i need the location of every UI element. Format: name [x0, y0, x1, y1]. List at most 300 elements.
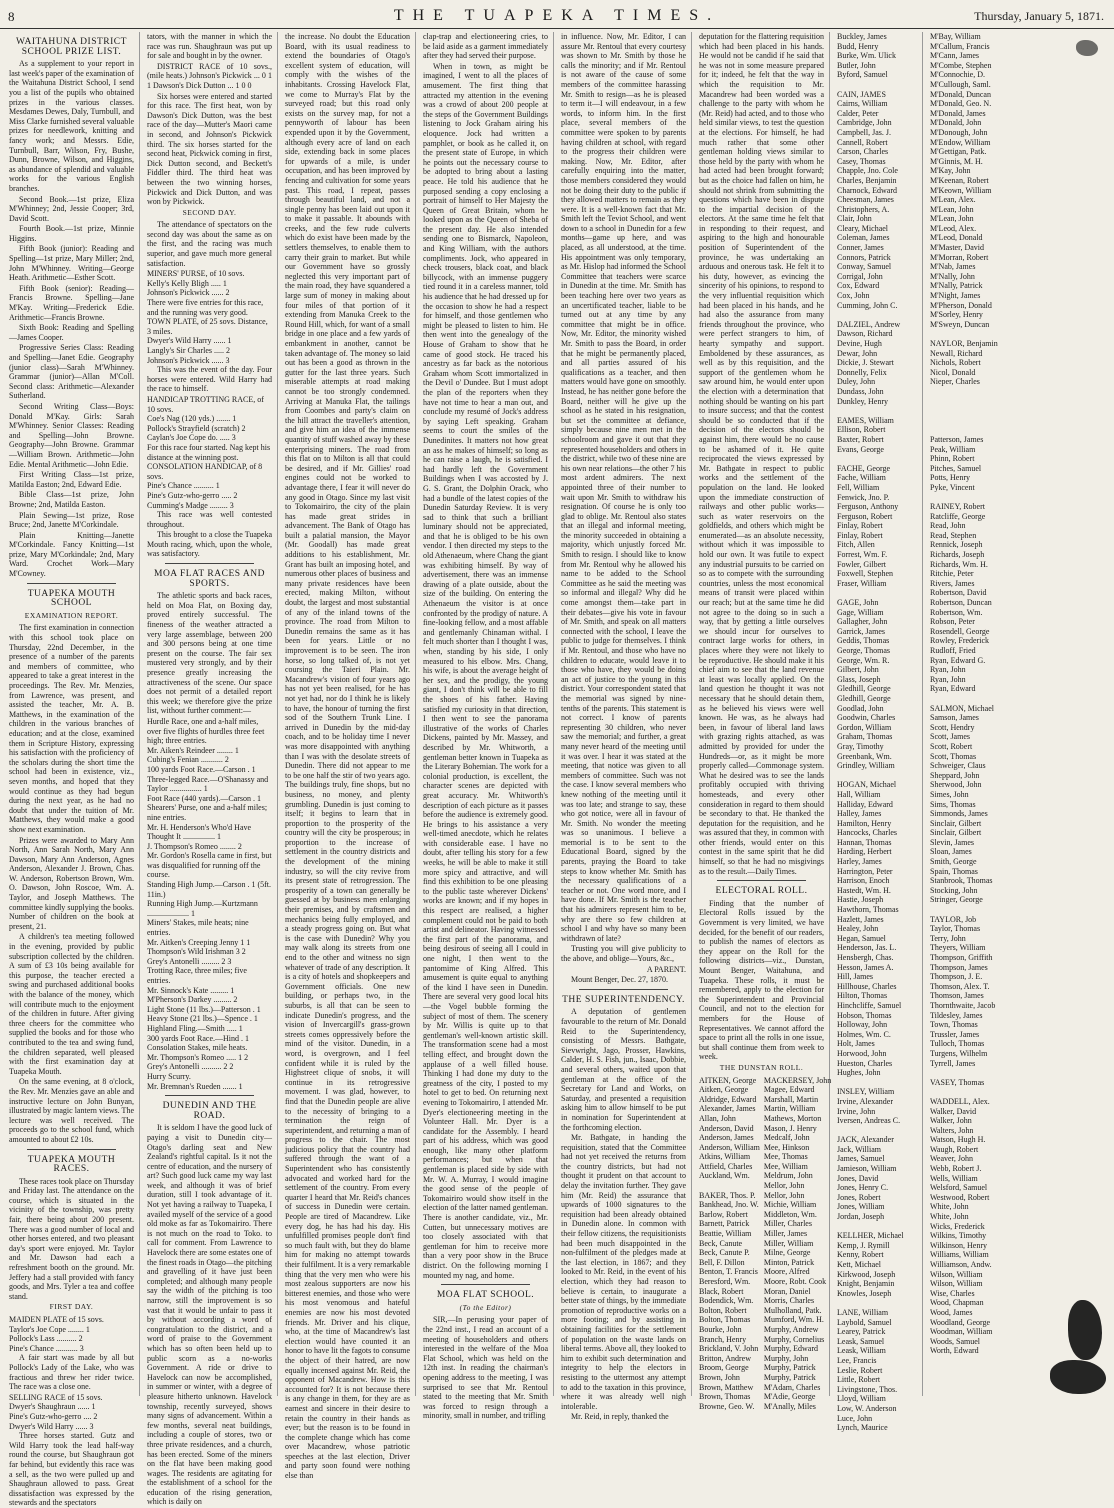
electoral-roll-entry: Charnock, Edward [837, 185, 897, 195]
race-result-line: Three-legged Race.—O'Shanassy and Taylor ................ 1 [147, 774, 269, 794]
electoral-roll-entry: Walters, John [930, 1125, 974, 1135]
electoral-roll-entry: Knight, Benjamin [837, 1279, 895, 1289]
electoral-roll-entry: Slevin, James [930, 837, 974, 847]
article-paragraph: Mr. Reid, in reply, thanked the [571, 1412, 669, 1422]
electoral-roll-entry: Gilbert, John [837, 665, 879, 675]
electoral-roll-entry: Fitch, Allen [837, 540, 875, 550]
electoral-roll-entry: Black, Robert [699, 1286, 744, 1296]
electoral-roll-entry: Bourke, John [699, 1324, 742, 1334]
article-subheading: THE DUNSTAN ROLL. [719, 1062, 804, 1072]
race-result-line: Coe's Nag (120 yds.) ....... 1 [147, 414, 237, 424]
race-result-line: Mr. H. Henderson's Who'd Have Thought It ................ 1 [147, 822, 252, 842]
electoral-roll-entry: Jack, William [837, 1144, 881, 1154]
electoral-roll-entry [930, 905, 1014, 915]
electoral-roll-entry: M'Morran, Robert [930, 252, 989, 262]
electoral-roll-entry: Barnett, Patrick [699, 1219, 750, 1229]
race-result-line: Grey's Antonelli ......... 2 3 [147, 956, 232, 966]
electoral-roll-entry: Alexander, James [699, 1104, 756, 1114]
page-columns [6, 32, 1108, 1508]
electoral-roll-entry: Miller, Charles [763, 1219, 812, 1229]
electoral-roll-entry: Simes, John [930, 789, 969, 799]
electoral-roll-entry: Webb, Robert J. [930, 1164, 982, 1174]
electoral-roll-entry: Corrigal, John [837, 271, 883, 281]
electoral-roll-entry: Foxwell, Stephen [837, 569, 893, 579]
electoral-roll-entry: Benton, T. Francis [699, 1267, 758, 1277]
electoral-roll-entry [837, 1222, 917, 1232]
electoral-roll-entry: Hilton, Thomas [837, 991, 888, 1001]
electoral-roll-entry: Hawthorn, Thomas [837, 905, 899, 915]
electoral-roll-entry: Laybold, Samuel [837, 1317, 892, 1327]
electoral-roll-entry: Moran, Daniel [763, 1286, 811, 1296]
electoral-roll-entry: Cleary, Michael [837, 223, 889, 233]
race-result-line: MINERS' PURSE, of 10 sovs. [147, 269, 245, 279]
electoral-roll-entry: Glass, Joseph [837, 674, 881, 684]
race-result-line: Running High Jump.—Kurtzmann ..................... 1 [147, 899, 258, 918]
article-heading: THE SUPERINTENDENCY. [562, 994, 685, 1005]
electoral-roll-entry [930, 1087, 1014, 1097]
electoral-roll-entry: Stringer, George [930, 895, 983, 905]
article-paragraph: Fourth Book.—1st prize, Minnie Higgins. [9, 224, 134, 243]
electoral-roll-entry: Cheesman, James [837, 195, 894, 205]
electoral-roll-entry: Welsford, Samuel [930, 1183, 988, 1193]
electoral-roll-entry: Mee, Hinkson [763, 1142, 810, 1152]
electoral-roll-entry: Fenwick, Jno. P. [837, 492, 890, 502]
electoral-roll-entry: Mee, William [763, 1161, 808, 1171]
electoral-roll-entry: Kett, Michael [837, 1260, 881, 1269]
electoral-roll-entry: Westwood, Robert [930, 1192, 990, 1202]
electoral-roll-entry: Williamson, Andw. [930, 1260, 992, 1269]
electoral-roll-entry: Wood, Chapman [930, 1298, 984, 1308]
race-result-line: Pine's Chance ........... 3 [9, 1343, 84, 1353]
electoral-roll-entry: Hesson, James A. [837, 962, 894, 972]
ink-stain [1050, 1360, 1106, 1394]
electoral-roll-entry: SALMON, Michael [930, 703, 994, 713]
electoral-roll-entry: Sinclair, Gilbert [930, 818, 982, 828]
electoral-roll-entry: Nichols, Robert [930, 358, 981, 368]
race-result-line: Taylor's Joe Cope ........ 1 [9, 1324, 90, 1334]
electoral-roll-entry: Forrest, Wm. F. [837, 550, 888, 560]
electoral-roll-entry: Lynch, Maurice [837, 1423, 888, 1433]
electoral-roll-entry: Dunkley, Henry [837, 396, 889, 406]
electoral-roll-entry: Woods, Samuel [930, 1336, 981, 1346]
electoral-roll-entry: Mellor, John [763, 1190, 805, 1200]
electoral-roll-entry: Dundass, John [837, 386, 884, 396]
electoral-roll-entry: Finlay, Robert [837, 521, 883, 531]
electoral-roll-entry [837, 80, 917, 90]
electoral-roll-entry: Sherwood, John [930, 780, 982, 790]
electoral-roll-entry: Anderson, William [699, 1142, 760, 1152]
electoral-roll-entry: Robertson, Duncan [930, 598, 992, 608]
race-result-line: Standing High Jump.—Carson . 1 (5ft. 11in.) [147, 880, 271, 899]
race-result-line: Thompson's Wild Irishman 3 2 [147, 947, 246, 957]
electoral-roll-entry: Town, Thomas [930, 1020, 978, 1030]
electoral-roll-entry: FACHE, George [837, 463, 891, 473]
electoral-roll-entry: Harrington, Peter [837, 866, 893, 876]
newspaper-title: THE TUAPEKA TIMES. [393, 7, 721, 24]
electoral-roll-entry: Stocking, John [930, 885, 978, 895]
electoral-roll-entry: Irvine, John [837, 1106, 876, 1116]
electoral-roll-entry: Low, W. Anderson [837, 1403, 897, 1413]
electoral-roll-entry: M'Night, James [930, 291, 981, 301]
race-result-line: TOWN PLATE, of 25 sovs. Distance, 3 miles. [147, 317, 268, 336]
electoral-roll-entry: Harrison, Enoch [837, 876, 890, 886]
electoral-roll-entry: Irvine, Alexander [837, 1096, 893, 1106]
electoral-roll-entry: INSLEY, William [837, 1087, 895, 1097]
electoral-roll-entry: M'Master, David [930, 243, 984, 253]
electoral-roll-entry: Attfield, Charles [699, 1161, 753, 1171]
article-paragraph: Second Book.—1st prize, Eliza M'Whinney; 2nd, Jessie Cooper; 3rd, David Scott. [9, 194, 134, 223]
article-paragraph: deputation for the flattering requisition which had been placed in his hands. He would not be candid if he said that he was not in some measure prepared for it; indeed, he felt that the way in which the requisition to Mr. Macandrew had been worded was a challenge to the party with whom he (Mr. Reid) had acted, and to those who held similar views, to test the question at the elections. For himself, he had much rather that some other gentleman holding views similar to those held by the party with whom he had acted had been brought forward; but as the choice had fallen on him, he should not shrink from submitting the questions which have been in dispute to the impartial decision of the electors. At the same time he felt that in responding to their request, and aspiring to the high and honourable position of Superintendent of the province, he was undertaking an arduous and onerous task. He felt it to his duty, however, as evincing the sincerity of his opinions, to respond to the very influential requisition which had been placed in his hands, and he had also the assurance from many friends throughout the province, who were perfect strangers to him, of hearty sympathy and support. Emboldened by these assurances, as well as by this requisition, and the support of the gentlemen whom he saw around him, he would enter upon the election with a determination that nothing should be wanting on his part to insure success; and that the contest should be so conducted that if the decision of the electors should be against him, there would be no cause to be ashamed of it. He quite reciprocated the views expressed by Mr. Bathgate in respect to public works and the settlement of the population on the land. He looked upon the immediate construction of railways and other public works—such as water reservoirs on the goldfields, and others which might be enumerated—as an absolute necessity, without which it was impossible to hold our own. It was futile to expect any industrial pursuits to be carried on so as to compete with the surrounding countries, unless the most economical means of transit were placed within our reach; but at the same time he did not agree to the doing so in such a way, that by getting a little ourselves we should incur for ourselves to contract large works for others, in places where they were not likely to be reproductive. He should make it his chief aim to see that the land revenue at least was locally applied. On the land question he thought it was not necessary that he should detain them, as he believed his views were well known. He was, as he always had been, in favour of liberal land laws with grazing rights attached, as was admitted by provided for under the Hundreds—or, as it might be more properly called—Commonage system. What he desired was to see the lands profitably occupied with thriving homesteads, and every other consideration in regard to them should be secondary to that. He thanked the deputation for the requisition, and he was assured that they, in common with other friends, would enter on this contest in the same spirit that he did himself, so that he had no misgivings as to the result.—Daily Times. [699, 32, 824, 876]
electoral-roll-entry: Robson, Peter [930, 617, 975, 627]
article-subheading: EXAMINATION REPORT. [24, 610, 119, 620]
electoral-roll-entry: Magee, Edward [763, 1085, 815, 1095]
electoral-roll-entry: Kenny, Robert [837, 1250, 884, 1260]
article-paragraph: clap-trap and electioneering cries, to be laid aside as a garment immediately after they had served their purpose. [423, 32, 548, 61]
race-result-line: Mr. Bremnan's Rueden ....... 1 [147, 1081, 243, 1091]
electoral-roll-entry: Hastie, Joseph [837, 895, 884, 905]
electoral-roll-entry: M'Sorley, Henry [930, 310, 983, 320]
electoral-roll-entry: RAINEY, Robert [930, 502, 985, 512]
electoral-roll-entry: Leask, Samuel [837, 1336, 885, 1346]
divider [165, 1095, 254, 1096]
electoral-roll-entry: M'Callum, Francis [930, 41, 990, 51]
article-paragraph: Fifth Book (junior): Reading and Spelling—1st prize, Mary Miller; 2nd, John M'Whinney. Writing—George Heath. Arithmetic—Esther Scott. [9, 244, 134, 283]
electoral-roll-entry: Hannan, Thomas [837, 837, 892, 847]
electoral-roll-entry: M'Leod, Alex. [930, 223, 977, 233]
electoral-roll-entry: M'Leod, Donald [930, 233, 983, 243]
electoral-roll-entry: M'Donald, Geo. N. [930, 99, 992, 109]
electoral-roll-entry: Conner, James [837, 243, 884, 253]
column-7 [834, 32, 923, 1433]
electoral-roll-entry: Thompson, J. E. [930, 972, 983, 982]
electoral-roll-names-left [699, 1076, 760, 1412]
electoral-roll-entry: Ryan, John [930, 665, 966, 675]
electoral-roll-entry: Spain, Thomas [930, 866, 978, 876]
electoral-roll-entry: M'Keown, William [930, 185, 992, 195]
race-result-line: Mr. Aitken's Creeping Jenny 1 1 [147, 937, 251, 947]
article-paragraph: SIR,—In perusing your paper of the 22nd inst., I read an account of a meeting of householders and others interested in the welfare of the Moa Flat School, which was held on the 12th inst. In reading the chairman's opening address to the meeting, I was surprised to see that Mr. Rentoul stated to the meeting that Mr. Smith was forced to resign through a minority, small in number, and trifling [423, 1315, 548, 1421]
electoral-roll-entry: Wicks, Frederick [930, 1221, 985, 1231]
electoral-roll-entry: Potts, Henry [930, 473, 970, 483]
electoral-roll-entry: Woodman, William [930, 1327, 993, 1337]
electoral-roll-entry: Rivers, James [930, 578, 975, 588]
electoral-roll-entry: Murphy, Patrick [763, 1372, 816, 1382]
electoral-roll-entry: M'Anally, Miles [763, 1401, 816, 1411]
electoral-roll-entry: White, John [930, 1202, 969, 1212]
electoral-roll-entry: M'Donald, James [930, 108, 986, 118]
electoral-roll-entry: Murphy, Andrew [763, 1324, 819, 1334]
electoral-roll-entry: Branch, Henry [699, 1334, 747, 1344]
electoral-roll-entry: Patterson, James [930, 434, 984, 444]
article-paragraph: Finding that the number of Electoral Rolls issued by the Government is very limited, we have decided, for the benefit of our readers, to publish the names of electors as they appear on the Roll for the following districts—viz., Dunstan, Mount Benger, Waitahuna, and Tuapeka. These rolls, it must be remembered, apply to the election for the Superintendent and Provincial Council, and not to the election for members for the House of Representatives. We cannot afford the space to print all the rolls in one issue, but shall continue them from week to week. [699, 898, 824, 1062]
electoral-roll-entry: Newall, Richard [930, 348, 983, 358]
electoral-roll-entry: Cairns, William [837, 99, 888, 109]
electoral-roll-entry: Burke, Wm. Ulick [837, 51, 896, 61]
article-paragraph: A children's tea meeting followed in the evening, provided by public subscription collected by the children. A sum of £3 10s being available for this purpose, the teacher erected a swing and purchased additional books with the balance of the money, which will contribute much to the enjoyment of the children in future. After giving three cheers for the committee who supplied the books and for those who contributed to the tea and swing fund, the children separated, well pleased with the first examination day at Tuapeka Mouth. [9, 932, 134, 1076]
electoral-roll-entry [837, 1126, 917, 1136]
article-paragraph: Trusting you will give publicity to the above, and oblige—Yours, &c., [561, 944, 686, 963]
electoral-roll-entry: Walker, David [930, 1106, 977, 1116]
electoral-roll-entry [699, 1181, 760, 1191]
electoral-roll-entry: Hillhouse, Charles [837, 981, 897, 991]
race-result-line: Caylan's Joe Cope do. ..... 3 [147, 433, 236, 443]
article-paragraph: Fifth Book (senior): Reading—Francis Browne. Spelling—Jane M'Kay. Writing—Frederick Edie. Arithmetic—Francis Browne. [9, 283, 134, 322]
article-paragraph: This race was well contested throughout. [147, 510, 272, 529]
electoral-roll-entry: Broom, George [699, 1363, 749, 1373]
article-paragraph: Plain Knitting—Janette M'Corkindale. Fancy Knitting—1st prize, Mary M'Corkindale; 2nd, Mary Ward. Crochet Work—Mary M'Cowney. [9, 530, 134, 579]
electoral-roll-entry: Bodendick, Wm. [699, 1296, 754, 1306]
electoral-roll-entry [837, 310, 917, 320]
electoral-roll-entry: Cambridge, John [837, 118, 892, 128]
race-result-list [147, 395, 272, 510]
electoral-roll-entry: Lee, Francis [837, 1355, 877, 1365]
electoral-roll-entry: DALZIEL, Andrew [837, 319, 901, 329]
electoral-roll-entry: Thompson, James [930, 962, 988, 972]
article-heading: ELECTORAL ROLL. [715, 886, 808, 897]
article-paragraph: A deputation of gentlemen favourable to the return of Mr. Donald Reid to the Superintendency, consisting of Messrs. Bathgate, Sievwright, Jago, Prosser, Hawkins, Calder, H. S. Fish, jun., Isaac, Dobbie, and several others, waited upon that gentleman at the office of the Secretary for Land and Works, on Saturday, and presented a requisition asking him to allow himself to be put in nomination for Superintendent at the forthcoming election. [561, 1007, 686, 1132]
race-result-line: 300 yards Foot Race.—Hind . 1 [147, 1033, 249, 1043]
electoral-roll-entry: Michie, William [763, 1200, 817, 1210]
race-result-line: Trotting Race, three miles; five entries. [147, 966, 247, 985]
electoral-roll-entry: Budd, Henry [837, 41, 879, 51]
electoral-roll-entry: George, Thomas [837, 646, 891, 655]
electoral-roll-entry: Hughes, John [837, 1068, 881, 1078]
electoral-roll-entry [837, 454, 917, 464]
electoral-roll-entry [837, 771, 917, 781]
electoral-roll-entry: Clair, John [837, 214, 872, 224]
electoral-roll-entry: Greenbank, Wm. [837, 751, 892, 761]
electoral-roll-entry: Wilson, William [930, 1269, 983, 1279]
electoral-roll-entry: Anderson, David [699, 1123, 754, 1133]
electoral-roll-entry: Ryan, Edward [930, 684, 976, 694]
electoral-roll-entry: Bolton, Thomas [699, 1315, 751, 1325]
electoral-roll-entry: Tulloch, Thomas [930, 1039, 985, 1049]
race-result-line: J. Thompson's Romeo ........ 2 [147, 841, 242, 851]
electoral-roll-entry: Graham, Thomas [837, 732, 893, 742]
article-subheading: FIRST DAY. [49, 1302, 94, 1312]
article-paragraph: It is seldom I have the good luck of paying a visit to Dunedin city—Otago's darling seat and New Zealand's rightful capital. Is it not the centre of education, and the nursery of art? Such good luck came my way last week, and although it was of brief duration, still I took advantage of it. Not yet having a railway to Tuapeka, I availed myself of the service of a good old moke as far as Tokomairiro. There is not much on the road to Toko. to call for comment. From Lawrence to Havelock there are some estates one of the finest roads in Otago—the pitching and gravelling of it have just been completed; and although many people say the width of the pitching is too narrow, still the improvement is so vast that it would be unfair to pass it by without according a word of congratulation to the district, and a word of praise to the Government which has so often been held up to public scorn as a no-works Government. A ride or drive to Havelock can now be accomplished, in summer or winter, with a degree of pleasure hitherto unknown. Havelock township, recently surveyed, shows many signs of advancement. Within a few months, several neat buildings, including a couple of stores, two or three private residences, and a church, has been erected. Some of the miners on the flat have been making good wages. The residents are agitating for the establishment of a school for the education of the rising generation, which is daily on [147, 1123, 272, 1507]
race-result-line: Dwyer's Shaughraun ...... 1 [9, 1402, 96, 1412]
article-paragraph: Second Writing Class—Boys: Donald M'Kay. Girls: Sarah M'Whinney. Senior Classes: Reading and Spelling—John Browne. Geography—John Browne. Grammar—William Brown. Arithmetic—John Edie. Mental Arithmetic—John Edie. [9, 401, 134, 469]
electoral-roll-entry: M'Combe, Stephen [930, 60, 992, 70]
electoral-roll-entry: Nieper, Charles [930, 377, 980, 387]
article-paragraph: Bible Class—1st prize, John Browne; 2nd, Matilda Easton. [9, 490, 134, 509]
divider [717, 880, 806, 881]
article-paragraph: Progressive Series Class: Reading and Spelling—Janet Edie. Geography (junior class)—Sarah M'Whinney. Grammar (junior)—Allan M'Coll. Second class: Arithmetic—Alexander Sutherland. [9, 343, 134, 401]
electoral-roll-entry: Middleton, Wm. [763, 1209, 817, 1219]
article-heading: WAITAHUNA DISTRICT SCHOOL PRIZE LIST. [16, 37, 127, 57]
electoral-roll-entry: James, Samuel [837, 1154, 885, 1164]
electoral-roll-entry: Read, John [930, 521, 966, 531]
column-3 [282, 32, 416, 1481]
electoral-roll-entry: Cox, John [837, 291, 870, 301]
electoral-roll-entry: Taylor, Thomas [930, 924, 981, 934]
electoral-roll-entry: Gray, Timothy [837, 741, 884, 751]
article-paragraph: DISTRICT RACE of 10 sovs., (mile heats.) Johnson's Pickwick ... 0 1 1 Dawson's Dick Dutton ... 1 0 0 [147, 61, 272, 90]
electoral-roll-entry: Leask, William [837, 1346, 886, 1356]
electoral-roll-entry: M'Kay, John [930, 166, 971, 176]
electoral-roll-entry: Weaver, John [930, 1154, 974, 1164]
electoral-roll-entry: KELLHER, Michael [837, 1231, 904, 1241]
electoral-roll-entry: Ellison, Robert [837, 425, 886, 435]
electoral-roll-entry: Turgens, Wilhelm [930, 1048, 988, 1058]
electoral-roll-entry: Knowles, Joseph [837, 1288, 892, 1298]
electoral-roll-entry: Henderson, Jas. L. [837, 943, 897, 953]
electoral-roll-block [699, 1075, 832, 1412]
electoral-roll-entry: Wilkins, Timothy [930, 1231, 987, 1241]
race-result-line: HANDICAP TROTTING RACE, of 10 sovs. [147, 394, 264, 414]
race-result-line: Hurdle Race, one and a-half miles, over five flights of hurdles three feet high; three entries. [147, 716, 265, 746]
electoral-roll-entry: Aitken, George [699, 1085, 749, 1095]
electoral-roll-entry: Ratcliffe, George [930, 511, 986, 521]
electoral-roll-entry: Tyrrell, James [930, 1058, 976, 1068]
electoral-roll-entry: Ferguson, Robert [837, 511, 893, 521]
race-result-line: Pine's Gutz-who-gerro .... 2 [9, 1411, 98, 1421]
electoral-roll-entry: Murphy, Edward [763, 1344, 818, 1354]
electoral-roll-entry: Mason, J. Henry [763, 1123, 817, 1133]
race-result-line: Shearers' Purse, one and a-half miles; nine entries. [147, 803, 268, 822]
electoral-roll-entry: Wilson, William [930, 1279, 983, 1289]
electoral-roll-entry: Waugh, Robert [930, 1144, 979, 1154]
race-result-line: Johnson's Pickwick ...... 2 [147, 288, 230, 298]
article-paragraph: When in town, as might be imagined, I went to all the places of amusement. The first thing that attracted my attention in the evening was a crowd of about 200 people at the steps of the Government Buildings listening to Jock Graham airing his eloquence. Jock had written a pamphlet, or book as he called it, on the present state of Europe, in which he points out the necessary course to be adopted to bring about a lasting peace. He told his audience that he purposed sending a copy enclosing a portrait of himself to Her Majesty the Queen of Great Britain, whom he looked upon as the Queen of Sheba of the present day. He also intended sending one to Bismarck, Napoleon, and King William, with the authors compliments. Jock, who appeared in check trousers, black coat, and black billycock, with an immense puggery tied round it in a careless manner, told his audience that he had dressed up for the occasion to show he had a respect for himself, and those gentlemen who might be pleased to listen to him. He then went into the genealogy of the House of Graham to show that he came of good stock. He traced his ancestry as far back as the notorious Graham whom Scott immortalized in the Devil o' Dundee. But I must adopt the plan of the reporters when they have not time to hear a man out, and conclude my resumé of Jock's address by saying Left speaking. Graham seems to court the smiles of the Dunedinites. It matters not how great an ass he makes of himself; so long as he can raise a laugh, he is satisfied. I had hardly left the Government Buildings when I was accosted by J. G. S. Grant, the Dolphin Orack, who had a bundle of the latest copies of the Dunedin Saturday Review. It is very sad to think that such a brilliant luminary should not be appreciated, and that he is obliged to be his own vendor. I then directed my steps to the old Athenaeum, where Chang the giant was exhibiting himself. By way of advertisement, there was an immense drawing of a plate outside, about the size of the building. On entering the Athenaeum the visitor is at once confronted by the prodigy of nature. A fine-looking fellow, and a most affable and gentlemanly Chinaman withal. I felt much shorter than I thought I was, when, standing by his side, I only measured to his elbow. Mrs. Chang, his wife, is about the average height of her sex, and the prodigy, the young giant, I don't think will be able to fill the shoes of his father. Having satisfied my curiosity in that direction, I then went to see the panorama illustrative of the works of Charles Dickens, painted by Mr. Massey, and described by Mr. Whitworth, a gentleman better known in Tuapeka as the Literary Bohemian. The work for a colonial production, is excellent, the character scenes are depicted with great accuracy. Mr. Whitworth's description of each picture as it passes before the audience is extremely good. He brings to his assistance a very well-timed anecdote, which he relates with considerable ease. I have no doubt, after telling his story for a few weeks, he will be able to make it still more spicy and attractive, and will find this exhibition to be one pleasing to the public taste wherever Dickens' works are known; and if my hopes in this respect are realised, a higher complement could not be paid to both artist and delineator. Having witnessed the first part of the panorama, and being desirous of seeing all I could in one night, I then went to the pantomime of King Alfred. This amusement is quite equal to anything of the kind I have seen in Dunedin. There are several very good local hits—the Vogel bubble forming the subject of most of them. The scenery by Mr. Willis is quite up to that gentleman's well-known artistic skill. The transformation scene had a most telling effect, and brought down the applause of a well filled house. Thinking I had done my duty to the greatness of the city, I posted to my hotel to get to bed. On returning next evening to Tokomairiro, I attended Mr. Dyer's electioneering meeting in the Volunteer Hall. Mr. Dyer is a candidate for the Assembly. I heard part of his address, which was good enough, like many other platform performances; but when that gentleman is placed side by side with Mr. W. A. Murray, I would imagine the good sense of the people of Tokomairiro would show itself in the election of the latter named gentleman. There is another candidate, viz., Mr. Cutten, but unnecessary motives are too closely associated with that gentleman for him to receive more than a very poor show in the Bruce district. On the following morning I mounted my nag, and home. [423, 61, 548, 1280]
electoral-roll-entry: Allan, John [699, 1113, 736, 1123]
electoral-roll-entry: Mellor, John [763, 1181, 805, 1191]
electoral-roll-entry: WADDELL, Alex. [930, 1096, 990, 1106]
electoral-roll-entry: Grindley, William [837, 761, 895, 771]
race-result-line: Johnson's Pickwick ...... 3 [147, 355, 230, 365]
electoral-roll-entry: Scott, Robert [930, 741, 973, 751]
electoral-roll-entry: Samson, James [930, 713, 979, 723]
electoral-roll-entry: BAKER, Thos. P. [699, 1190, 756, 1200]
electoral-roll-entry: Duley, John [837, 377, 876, 387]
electoral-roll-entry: Morris, Charles [763, 1296, 815, 1306]
electoral-roll-entry: Kemp, J. Rymill [837, 1240, 890, 1250]
electoral-roll-entry: Mee, Thomas [763, 1152, 808, 1162]
electoral-roll-entry: M'Donald, Duncan [930, 89, 991, 99]
electoral-roll-names [837, 32, 917, 1433]
column-2 [144, 32, 278, 1507]
race-result-line: For this race four started. Nag kept his distance at the winning post. [147, 442, 271, 462]
electoral-roll-entry: Walker, John [930, 1116, 972, 1126]
electoral-roll-entry: NAYLOR, Benjamin [930, 339, 998, 348]
electoral-roll-entry: CAIN, JAMES [837, 89, 886, 99]
electoral-roll-entry: Atkins, William [699, 1152, 751, 1162]
electoral-roll-entry: Hill, James [837, 972, 873, 982]
electoral-roll-entry: Scott, Hendry [930, 722, 975, 732]
race-result-list [147, 717, 272, 1091]
electoral-roll-entry: M'Lean, John [930, 214, 974, 224]
article-heading: DUNEDIN AND THE ROAD. [162, 1101, 257, 1121]
race-result-line: Heavy Stone (21 lbs.)—Spence . 1 [147, 1014, 258, 1024]
electoral-roll-entry: M'Bay, William [930, 32, 981, 41]
electoral-roll-entry: Brown, Thomas [699, 1392, 751, 1402]
electoral-roll-entry: Connors, Patrick [837, 252, 891, 262]
race-result-line: Dwyer's Wild Harry ...... 1 [147, 336, 232, 346]
electoral-roll-entry: Thomson, James [930, 991, 984, 1001]
electoral-roll-entry: Terry, John [930, 933, 966, 943]
electoral-roll-entry: Sheppard, John [930, 770, 980, 780]
electoral-roll-entry: Wood, James [930, 1307, 973, 1317]
electoral-roll-entry: EAMES, William [837, 415, 894, 425]
electoral-roll-entry: Rosendell, George [930, 626, 990, 636]
electoral-roll-entry: Thompson, Griffith [930, 953, 993, 962]
electoral-roll-entry: Medcalf, John [763, 1133, 810, 1143]
race-result-line: Langly's Sir Charles ..... 2 [147, 346, 230, 355]
electoral-roll-entry: Richards, Wm. H. [930, 559, 988, 569]
electoral-roll-entry: Brown, Matthew [699, 1382, 754, 1392]
electoral-roll-entry: Donnelly, Felix [837, 367, 887, 377]
electoral-roll-entry: Moore, Robt. Cook [763, 1277, 827, 1286]
electoral-roll-entry: Peak, William [930, 444, 976, 454]
article-paragraph: These races took place on Thursday and Friday last. The attendance on the course, which is situated in the vicinity of the township, was pretty fair, there being about 200 present. There was a good number of local and other horses entered, and two pleasant day's sport were enjoyed. Mr. Taylor and Mr. Dawson had each a refreshment booth on the ground. Mr. Jeffery had a stall provided with fancy goods, and Mrs. Tyler a tea and coffee stand. [9, 1176, 134, 1301]
race-result-line: Kelly's Kelly Bligh ..... 1 [147, 278, 227, 288]
electoral-roll-entry [837, 1078, 917, 1088]
electoral-roll-entry: Watson, Hugh H. [930, 1135, 986, 1145]
electoral-roll-entry: Jones, Robert [837, 1192, 881, 1202]
electoral-roll-entry: Read, Stephen [930, 530, 977, 540]
electoral-roll-entry: Beattie, William [699, 1229, 752, 1239]
race-result-line: There were five entries for this race, and the running was very good. [147, 298, 264, 317]
article-heading: MOA FLAT RACES AND SPORTS. [154, 569, 265, 589]
electoral-roll-entry: Halley, James [837, 809, 882, 819]
electoral-roll-entry: Ferguson, Anthony [837, 502, 899, 512]
electoral-roll-entry: Leslie, Robert [837, 1365, 883, 1375]
electoral-roll-entry: M'Adie, George [763, 1392, 816, 1402]
article-paragraph: First Writing Class—1st prize, Matilda Easton; 2nd, Edward Edie. [9, 470, 134, 489]
electoral-roll-entry: Hueston, Charles [837, 1058, 893, 1068]
electoral-roll-entry: Mumford, Wm. H. [763, 1315, 824, 1325]
divider [441, 1284, 530, 1285]
electoral-roll-entry: VASEY, Thomas [930, 1077, 985, 1087]
electoral-roll-entry: M'Donough, John [930, 127, 988, 137]
electoral-roll-entry: Beresford, Wm. [699, 1277, 751, 1286]
article-paragraph: The first examination in connection with this school took place on Thursday, 22nd December, in the presence of a number of the parents and members of committee, who appeared to take a great interest in the proceedings. The Rev. Mr. Menzies, from Lawrence, was present, and assisted the teacher, Mr. A. B. Matthews, in the examination of the children in the various branches of education; and at the close, examined them in Scripture History, expressing his satisfaction with the proficiency of the scholars during the short time the school had been in existence, viz., seven months, and hoped that they would continue as they had begun during the next year, as he had no doubt that under the tuition of Mr. Matthews, they would make a good show next examination. [9, 623, 134, 834]
article-paragraph: the increase. No doubt the Education Board, with its usual readiness to extend the boundaries of Otago's excellent system of education, will comply with the wishes of the inhabitants. Crossing Havelock Flat, we come to Murray's Flat by the surveyed road; but this road only exists on the survey map, for not a pennyworth of labour has been expended upon it by the Government, although every acre of land on each side, extending back in some places for upwards of a mile, is under occupation, and has been improved by fencing and cultivation for some years past. This road, I repeat, passes through beautiful land, and not a single penny has been laid out upon it to make it passable. It abounds with creeks, and the few rude culverts which do exist have been made by the settlers themselves, to enable them to carry their grain to market. But while our Government have so grossly neglected this very important part of the main road, they have squandered a large sum of money in making about four miles of that portion of it extending from Manuka Creek to the Round Hill, which, for want of a small bridge in one place and a few yards of embankment in another, cannot be taken advantage of. The money so laid out has been a good as thrown in the gutter for the last three years. Such miserable attempts at road making cannot be too strongly condemned. Arriving at Manuka Flat, the tailings from Coombes and party's claim on the hill attract the traveller's attention, and give him an idea of the immense quantity of stuff washed away by these enterprising miners. The road from this flat on to Milton is all that could be desired, and if Mr. Gillies' road engines could not be worked to advantage there, I fear it will never do any good in Otago. Since my last visit to Tokomairiro, the city of the plain has made great strides in advancement. The Bank of Otago has built a palatial mansion, the Mayor (Mr. Goodall) has made great additions to his establishment, Mr. Grant has built an imposing hotel, and numerous other places of business and many private residences have been erected, making Milton, without doubt, the largest and most substantial of any of the inland towns of the province. The road from Milton to Dunedin remains the same as it has been for years. Little or no improvement is to be seen. The iron horse, so long talked of, is not yet coursing the Taieri Plain. Mr. Macandrew's vision of four years ago has not yet been realised, for he has not yet had, nor do I think he is likely to have, the honour of turning the first sod of the Southern Trunk Line. I arrived in Dunedin by the mid-day coach, and to be holiday time I never was more disappointed with anything than I was with the desolate streets of Dunedin. There did not appear to me to be one half the stir of two years ago. The buildings truly, fine shops, but no business, no money, and plenty grumbling. Dunedin is just coming to itself; it begins to learn that in proportion to the prosperity of the country will the city be prosperous; in proportion to the increase of settlement in the country districts and the development of the mining industry, so will the city revive from its present state of retrogression. The prosperity of a town can generally be guessed at by business men enlarging their premises, and by craftsmen and mechanics being fully employed, and a steady progress going on. But what is the case with Dunedin? Why you may walk along its streets from one end to the other and witness no sign whatever of trade of any description. It is a city of hotels and shopkeepers and Government officials. One new building, or perhaps two, in the suburbs, is all that can be seen to indicate Dunedin's progress, and the vision of Invercargill's grass-grown streets comes oppressively before the mind of the visitor. Dunedin, in a word, is overgrown, and I feel confident while it is ruled by the Highstreet clique of snobs, it will continue in its retrogressive movement. I was glad, however, to find that the Dunedin people are alive to the necessity of bringing to a termination the reign of superintendent, and returning a man of progress to the chair. The most judicious policy that the country had suffered through the want of a Superintendent who has consistently advocated and worked hard for the settlement of the country. From every quarter I heard that Mr. Reid's chances of success in Dunedin were certain. People are tired of Macandrew. Like every dog, he has had his day. His unfulfilled promises people don't find so much fault with, but they do blame him for making no attempt towards their fulfilment. It is a very remarkable thing that the very men who were his most zealous supporters are now his bitterest enemies, and those who were his most venomous and hateful enemies are now his most devoted friends. Mr. Driver and his clique, who, at the time of Macandrew's last election would have counted it an honor to have lit the fagots to consume the object of their hatred, are now equally incensed against Mr. Reid, the opponent of Macandrew. How is this accounted for? It is not because there is any change in them, for they are as earnest and sincere in their desire to retain the country in their hands as ever; but the reason is to be found in the complete change which has come over Macandrew, whose patriotic speeches at the last election, Driver and party soon found were nothing else than [285, 32, 410, 1481]
page-number: 8 [8, 9, 16, 24]
electoral-roll-entry: Mathews, Morton [763, 1113, 822, 1123]
divider [27, 1149, 116, 1150]
electoral-roll-entry: Harding, Herbert [837, 847, 892, 857]
electoral-roll-entry: Murphy, Cornelius [763, 1334, 825, 1344]
electoral-roll-entry: Hall, William [837, 789, 881, 799]
electoral-roll-entry: Garrick, James [837, 626, 885, 636]
electoral-roll-entry: Holt, James [837, 1039, 875, 1049]
electoral-roll-entry: Robertson, Wm. [930, 607, 983, 617]
electoral-roll-entry: MACKERSEY, John [763, 1075, 832, 1085]
electoral-roll-entry: M'Adam, Charles [763, 1382, 821, 1392]
electoral-roll-entry: Woodland, George [930, 1317, 991, 1327]
electoral-roll-entry: Jones, William [837, 1202, 885, 1212]
race-result-line: Hurry Scurry. [147, 1071, 191, 1081]
electoral-roll-entry: Finlay, Robert [837, 530, 883, 540]
electoral-roll-entry: M'Connochie, D. [930, 70, 985, 80]
electoral-roll-entry: Byford, Samuel [837, 70, 888, 80]
electoral-roll-entry: M'Gettigan, Patk. [930, 147, 987, 157]
letter-dateline: Mount Benger, Dec. 27, 1870. [571, 975, 668, 985]
electoral-roll-entry: Holloway, John [837, 1020, 888, 1030]
electoral-roll-entry: Britton, Andrew [699, 1353, 751, 1363]
article-paragraph: The attendance of spectators on the second day was about the same as on the first, and the racing was much superior, and gave much more general satisfaction. [147, 220, 272, 268]
race-result-line: Cumming's Madge ......... 3 [147, 500, 234, 510]
article-paragraph: in influence. Now, Mr. Editor, I can assure Mr. Rentoul that every courtesy was shown to Mr. Smith by those he calls the minority; and if Mr. Rentoul is not aware of the cause of some members of the committee harassing Mr. Smith to resign—as he is pleased to term it—I will endeavour, in a few words, to inform him. In the first place, several members of the committee were spoken to by parents having children at school, with regard to the progress their children were making. Now, Mr. Editor, after carefully enquiring into the matter, those members considered they would not be doing their duty to the public if they allowed matters to remain as they were. It is a well-known fact that Mr. Smith left the Teviot School, and went down to a school in Dunedin for a few months—game up here, and was placed, as all understood, at the time. His appointment was only temporary, as Mr. Hislop had informed the School Committee that teachers were scarce in Dunedin at the time. Mr. Smith has been teaching here over two years as an uncertificated teacher, liable to be turned out at any time by any committee that might be in office. Now, Mr. Editor, the minority wished Mr. Smith to pass the Board, in order that he might be permanently placed, and all parties assured of his qualifications as a teacher, and then matters would have gone on smoothly. Instead, he has neither gone before the Board, neither will he give up the school as he stated in his resignation, but set the committee at defiance, simply because nine men met in the schoolroom and gave it out that they represented householders and others in the district, while two of these nine are his own near relations—the other 7 his most ardent admirers. The next appointed three of their number to wait upon Mr. Smith to withdraw his resignation. Of course he is only too glad to oblige. Mr. Rentoul also states that an illegal and informal meeting, the minority succeeded in obtaining a majority, which unjustly forced Mr. Smith to resign. I should like to know from Mr. Rentoul why he allowed his name to be added to the School Committee as he said the meeting was so informal and illegal? Why did he come amongst them—take part in their debates—give his vote in favour of Mr. Smith, and speak on all matters connected with the school, I leave the public to judge for themselves. I think if Mr. Rentoul, and those who have no children to educate, would leave it to those who have, they would be doing an act of justice to the young in this district. Your correspondent stated that the memorial was signed by nine-tenths of the parents. This statement is not correct. I know of parents representing 30 children, who never saw the memorial; and further, a great many never heard of the meeting until it was over. I hear it was stated at the meeting, that notice was given to all members of committee. Such was not the case. I know several members who knew nothing of the meeting until it was too late; and strange to say, these who got notice, were all in favour of Mr. Smith. No wonder the meeting was so unanimous. I believe a memorial is to be sent to the Educational Board, signed by the parents, praying the Board to take steps to know whether Mr. Smith has the necessary qualifications of a teacher or not. One word more, and I have done. If Mr. Smith is the teacher that his admirers represent him to be, why are there so few children at school I and why have so many been withdrawn of late? [561, 32, 686, 943]
electoral-roll-entry: M'Cullough, Saml. [930, 79, 991, 89]
electoral-roll-entry: TAYLOR, Job [930, 914, 977, 924]
electoral-roll-entry [930, 425, 1014, 435]
article-paragraph: On the same evening, at 8 o'clock, the Rev. Mr. Menzies gave an able and instructive lecture on John Bunyan, illustrated by magic lantern views. The lecture was well received. The proceeds go to the school fund, which amounted to about £2 10s. [9, 1077, 134, 1144]
electoral-roll-entry: Robertson, David [930, 588, 987, 598]
electoral-roll-entry: Goodwin, Charles [837, 713, 896, 723]
